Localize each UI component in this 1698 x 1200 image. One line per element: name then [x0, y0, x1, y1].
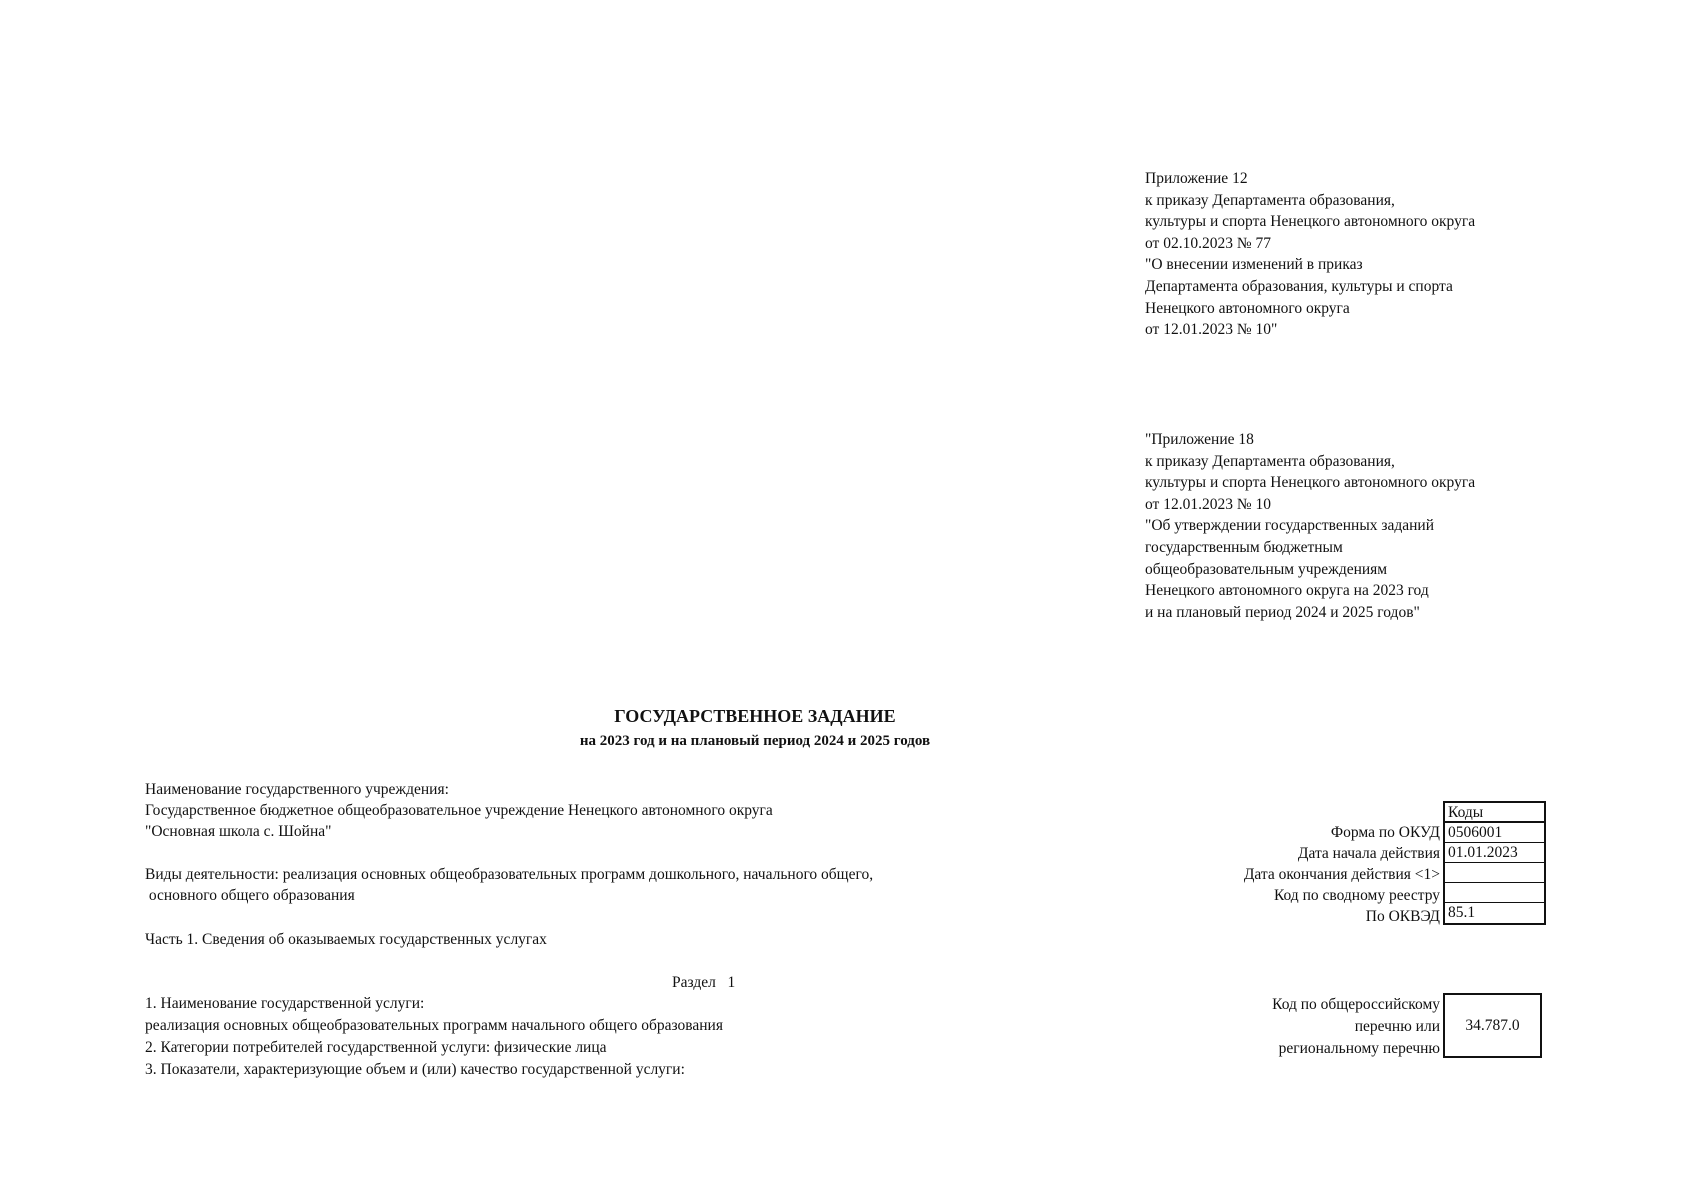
part-1-heading: Часть 1. Сведения об оказываемых государственных услугах — [145, 931, 547, 948]
codes-header: Коды — [1445, 803, 1544, 823]
appendix-12-line: Департамента образования, культуры и спорта — [1145, 277, 1453, 295]
code-value: 85.1 — [1448, 904, 1476, 921]
appendix-12-line: от 02.10.2023 № 77 — [1145, 234, 1271, 252]
activity-line-1: Виды деятельности: реализация основных общеобразовательных программ дошкольного, начального общего, — [145, 866, 874, 883]
service-name-value: реализация основных общеобразовательных программ начального общего образования — [145, 1017, 723, 1034]
code-label: Код по сводному реестру — [1273, 887, 1440, 904]
code-label: Дата начала действия — [1297, 845, 1440, 862]
list-code-label: Код по общероссийскому — [1272, 996, 1440, 1013]
codes-table — [1443, 801, 1546, 925]
code-value: 0506001 — [1445, 823, 1544, 843]
appendix-18-line: Ненецкого автономного округа на 2023 год — [1145, 582, 1429, 600]
code-label: Форма по ОКУД — [1330, 824, 1440, 841]
code-label: По ОКВЭД — [1365, 908, 1440, 925]
appendix-12-line: Ненецкого автономного округа — [1145, 299, 1350, 317]
code-value — [1445, 863, 1544, 883]
institution-name-line-2: "Основная школа с. Шойна" — [145, 823, 332, 840]
section-heading: Раздел 1 — [672, 974, 736, 991]
appendix-12-line: Приложение 12 — [1145, 170, 1248, 187]
service-name-label: 1. Наименование государственной услуги: — [145, 995, 425, 1012]
list-code-labels — [1180, 994, 1440, 1060]
code-value — [1445, 883, 1544, 903]
appendix-12-block — [1145, 168, 1475, 341]
appendix-18-line: общеобразовательным учреждениям — [1145, 560, 1388, 578]
list-code-label: региональному перечню — [1278, 1040, 1440, 1057]
appendix-18-line: и на плановый период 2024 и 2025 годов" — [1145, 603, 1420, 621]
code-value: 01.01.2023 — [1445, 843, 1544, 863]
appendix-18-line: "Об утверждении государственных заданий — [1145, 517, 1435, 535]
appendix-18-line: от 12.01.2023 № 10 — [1145, 495, 1271, 513]
appendix-12-line: к приказу Департамента образования, — [1145, 191, 1395, 209]
indicators-heading: 3. Показатели, характеризующие объем и (или) качество государственной услуги: — [145, 1061, 685, 1078]
appendix-18-line: культуры и спорта Ненецкого автономного округа — [1145, 474, 1476, 492]
appendix-18-line: "Приложение 18 — [1145, 431, 1254, 448]
appendix-12-line: культуры и спорта Ненецкого автономного округа — [1145, 213, 1476, 231]
appendix-18-line: государственным бюджетным — [1145, 538, 1343, 556]
list-code-box: 34.787.0 — [1443, 993, 1542, 1058]
institution-label: Наименование государственного учреждения: — [145, 781, 449, 798]
codes-labels — [1100, 822, 1440, 927]
appendix-18-block — [1145, 429, 1475, 623]
consumer-categories: 2. Категории потребителей государственной услуги: физические лица — [145, 1039, 607, 1056]
activity-line-2: основного общего образования — [145, 887, 355, 904]
list-code-label: перечню или — [1354, 1018, 1440, 1035]
document-title: ГОСУДАРСТВЕННОЕ ЗАДАНИЕ — [614, 706, 896, 726]
appendix-18-line: к приказу Департамента образования, — [1145, 452, 1395, 470]
code-label: Дата окончания действия <1> — [1243, 866, 1440, 883]
appendix-12-line: от 12.01.2023 № 10" — [1145, 321, 1278, 339]
institution-name-line-1: Государственное бюджетное общеобразовательное учреждение Ненецкого автономного округа — [145, 802, 773, 819]
document-subtitle: на 2023 год и на плановый период 2024 и 2025 годов — [579, 733, 931, 749]
appendix-12-line: "О внесении изменений в приказ — [1145, 256, 1363, 274]
